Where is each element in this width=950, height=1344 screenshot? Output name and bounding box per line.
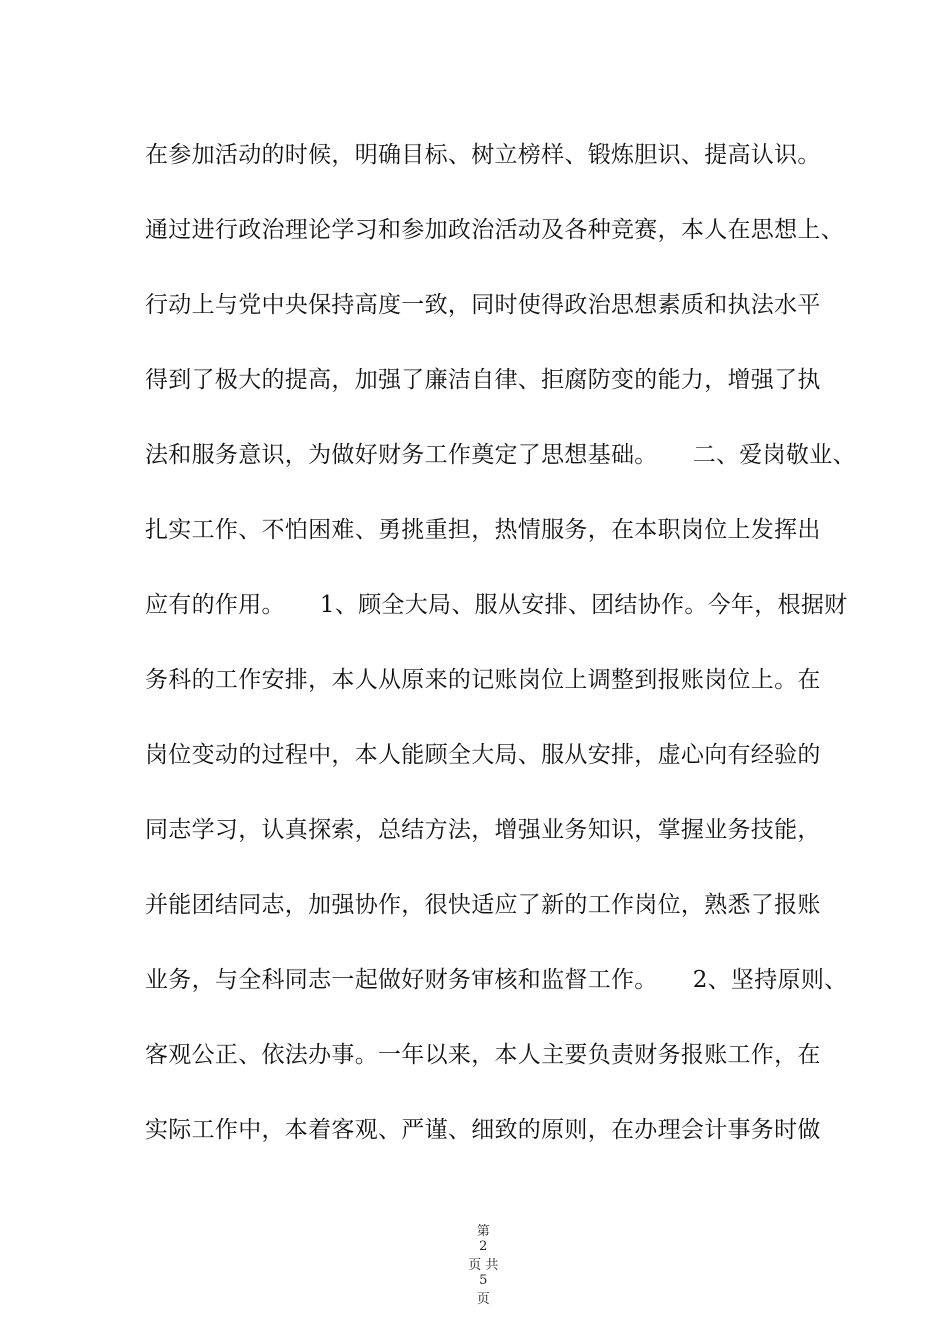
text-line-2: 通过进行政治理论学习和参加政治活动及各种竞赛，本人在思想上、	[145, 217, 844, 243]
text-line-10: 同志学习，认真探索，总结方法，增强业务知识，掌握业务技能，	[145, 817, 821, 843]
footer-prefix: 第	[476, 1224, 490, 1239]
footer-suffix: 页	[476, 1292, 490, 1307]
body-text	[145, 135, 856, 1185]
text-line-9: 岗位变动的过程中，本人能顾全大局、服从安排，虚心向有经验的	[145, 742, 821, 768]
text-line-6: 扎实工作、不怕困难、勇挑重担，热情服务，在本职岗位上发挥出	[145, 517, 821, 543]
text-line-14: 实际工作中，本着客观、严谨、细致的原则，在办理会计事务时做	[145, 1117, 821, 1143]
text-line-3: 行动上与党中央保持高度一致，同时使得政治思想素质和执法水平	[145, 292, 821, 318]
text-line-8: 务科的工作安排，本人从原来的记账岗位上调整到报账岗位上。在	[145, 667, 821, 693]
text-line-13: 客观公正、依法办事。一年以来，本人主要负责财务报账工作，在	[145, 1042, 821, 1068]
text-line-7: 应有的作用。 1、顾全大局、服从安排、团结协作。今年，根据财	[145, 592, 848, 618]
footer-total-pages: 5	[479, 1273, 488, 1288]
footer-current-page: 2	[479, 1239, 488, 1254]
text-line-11: 并能团结同志，加强协作，很快适应了新的工作岗位，熟悉了报账	[145, 892, 821, 918]
text-line-4: 得到了极大的提高，加强了廉洁自律、拒腐防变的能力，增强了执	[145, 367, 821, 393]
text-line-1: 在参加活动的时候，明确目标、树立榜样、锻炼胆识、提高认识。	[145, 142, 821, 168]
text-line-12: 业务，与全科同志一起做好财务审核和监督工作。 2、坚持原则、	[145, 967, 848, 993]
text-line-5: 法和服务意识，为做好财务工作奠定了思想基础。 二、爱岗敬业、	[145, 442, 856, 468]
page-footer	[0, 1205, 950, 1322]
footer-middle: 页 共	[468, 1258, 499, 1273]
